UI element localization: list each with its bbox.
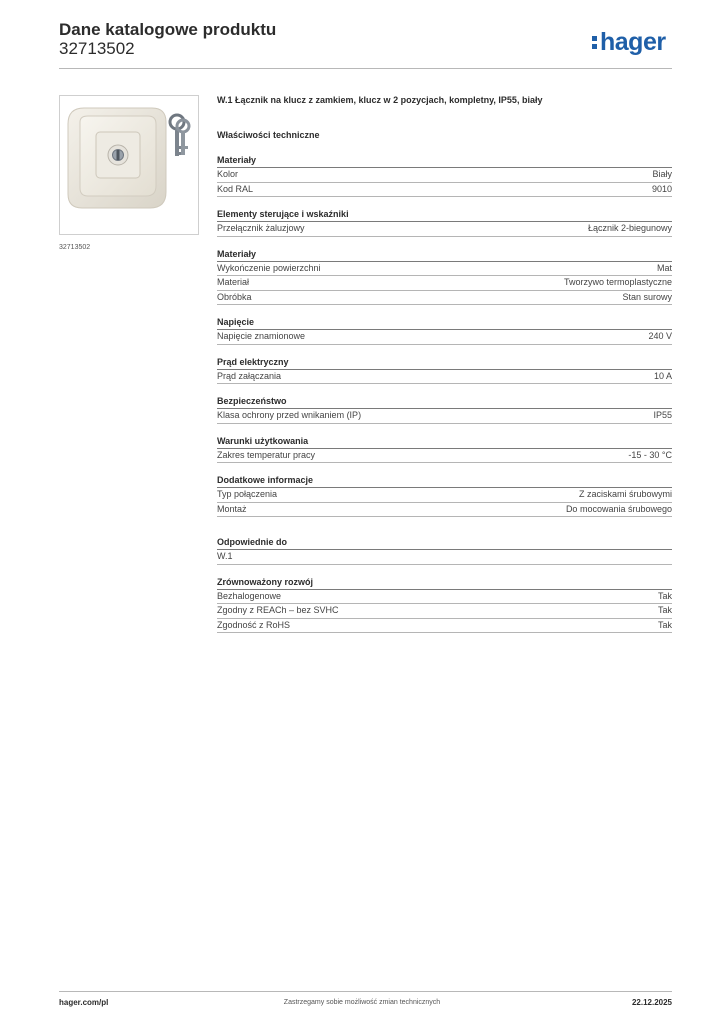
logo-text: hager (600, 28, 666, 56)
spec-value: Z zaciskami śrubowymi (578, 489, 672, 499)
spec-value: Tworzywo termoplastyczne (563, 277, 672, 287)
spec-label: Zakres temperatur pracy (217, 449, 316, 460)
product-description: W.1 Łącznik na klucz z zamkiem, klucz w 2 pozycjach, kompletny, IP55, biały (217, 95, 543, 105)
spec-label: Obróbka (217, 291, 252, 302)
spec-group-title: Elementy sterujące i wskaźniki (217, 208, 672, 222)
footer-divider (59, 991, 672, 992)
spec-group-compatible (217, 536, 672, 565)
spec-label: Bezhalogenowe (217, 590, 282, 601)
spec-group-current (217, 356, 672, 385)
spec-value: Łącznik 2-biegunowy (587, 223, 672, 233)
hager-logo (592, 29, 666, 55)
spec-content (217, 93, 672, 644)
spec-row (217, 262, 672, 277)
spec-row (217, 619, 672, 634)
spec-group-safety (217, 395, 672, 424)
spec-group-title: Materiały (217, 248, 672, 262)
spec-row (217, 183, 672, 198)
spec-group-title: Prąd elektryczny (217, 356, 672, 370)
product-image (59, 95, 199, 235)
footer-website: hager.com/pl (59, 998, 109, 1007)
image-caption: 32713502 (59, 244, 91, 251)
spec-value: 240 V (648, 331, 672, 341)
spec-label: Napięcie znamionowe (217, 331, 306, 341)
spec-value: Tak (657, 619, 672, 630)
logo-dots-icon (592, 33, 598, 51)
spec-value: 9010 (651, 183, 672, 194)
spec-group-materials (217, 154, 672, 197)
spec-label: Typ połączenia (217, 489, 278, 499)
spec-label: W.1 (217, 551, 233, 561)
spec-label: Kolor (217, 169, 239, 179)
spec-row (217, 370, 672, 385)
spec-row (217, 604, 672, 619)
spec-row (217, 503, 672, 518)
spec-group-controls (217, 208, 672, 237)
spec-value: Tak (657, 590, 672, 601)
spec-value: Mat (656, 262, 672, 273)
key-switch-illustration (60, 96, 199, 235)
spec-group-conditions (217, 435, 672, 464)
spec-value: Stan surowy (622, 291, 672, 302)
spec-group-title: Zrównoważony rozwój (217, 576, 672, 590)
spec-row (217, 330, 672, 345)
spec-group-title: Odpowiednie do (217, 536, 672, 550)
header-divider (59, 68, 672, 69)
footer-date: 22.12.2025 (631, 998, 672, 1007)
spec-row (217, 550, 672, 565)
spec-value: Biały (652, 169, 672, 179)
page-title: Dane katalogowe produktu (59, 20, 277, 39)
spec-label: Zgodny z REACh – bez SVHC (217, 605, 339, 615)
product-number: 32713502 (59, 39, 135, 58)
spec-label: Zgodność z RoHS (217, 619, 291, 630)
spec-group-additional (217, 474, 672, 517)
spec-value: Tak (657, 605, 672, 615)
spec-label: Wykończenie powierzchni (217, 262, 321, 273)
spec-row (217, 222, 672, 237)
spec-row (217, 409, 672, 424)
spec-label: Kod RAL (217, 183, 254, 194)
spec-label: Przełącznik żaluzjowy (217, 223, 305, 233)
spec-label: Klasa ochrony przed wnikaniem (IP) (217, 410, 362, 420)
spec-value: Do mocowania śrubowego (565, 503, 672, 514)
spec-row (217, 276, 672, 291)
spec-group-title: Dodatkowe informacje (217, 474, 672, 488)
keys-icon (170, 115, 189, 156)
spec-label: Montaż (217, 503, 247, 514)
spec-group-voltage (217, 316, 672, 345)
spec-row (217, 168, 672, 183)
spec-value: -15 - 30 °C (628, 449, 672, 460)
tech-properties-heading: Właściwości techniczne (217, 130, 320, 140)
footer-disclaimer: Zastrzegamy sobie możliwość zmian technicznych (283, 999, 441, 1006)
spec-label: Materiał (217, 277, 250, 287)
spec-group-title: Warunki użytkowania (217, 435, 672, 449)
spec-group-title: Bezpieczeństwo (217, 395, 672, 409)
spec-group-materials-finish (217, 248, 672, 306)
spec-value: IP55 (653, 410, 672, 420)
spec-label: Prąd załączania (217, 370, 282, 381)
spec-row (217, 291, 672, 306)
spec-value: 10 A (653, 370, 672, 381)
spec-row (217, 449, 672, 464)
spec-group-title: Materiały (217, 154, 672, 168)
spec-row (217, 590, 672, 605)
spec-row (217, 488, 672, 503)
spec-group-sustainability (217, 576, 672, 634)
spec-group-title: Napięcie (217, 316, 672, 330)
